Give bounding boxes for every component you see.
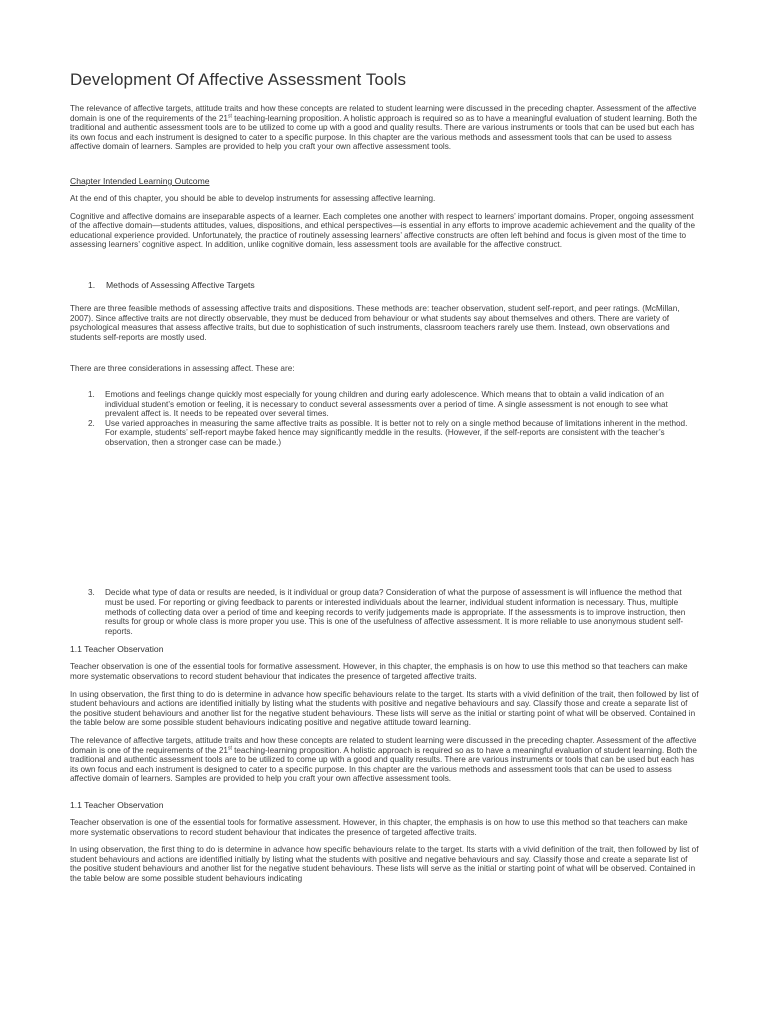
repeated-intro-paragraph: The relevance of affective targets, attitude traits and how these concepts are related to student learning were discussed in the preceding chapter. Assessment of the affective domain is one of the requirements of the 21st teaching-learning proposition. A holistic approach is required so as to have a meaningful evaluation of student learning. Both the traditional and authentic assessment tools are to be utilized to come up with a good and quality results. There are various instruments or tools that can be used but each has its own focus and each instrument is designed to cater to a specific purpose. In this chapter are the various methods and assessment tools that can be used to assess affective domain of learners. Samples are provided to help you craft your own affective assessment tools. [70,736,697,784]
page-title: Development Of Affective Assessment Tools [70,70,407,89]
considerations-list-continued [70,588,700,636]
methods-paragraph: There are three feasible methods of assessing affective traits and dispositions. These methods are: teacher observation, student self-report, and peer ratings. (McMillan, 2007). Since affective traits are not directly observable, they must be deduced from behaviour or what students say about themselves and others. There are variety of psychological measures that assess affective traits, but due to sophistication of such instruments, classroom teachers rarely use them. Instead, own observations and students self-reports are mostly used. [70,303,680,342]
document-content [70,70,700,884]
teacher-observation-paragraph: Teacher observation is one of the essential tools for formative assessment. However, in this chapter, the emphasis is on how to use this method so that teachers can make more systematic observations to record student behaviour that indicates the presence of targeted affective traits. [70,662,688,682]
using-observation-paragraph: In using observation, the first thing to do is determine in advance how specific behaviours relate to the target. Its starts with a vivid definition of the trait, then followed by list of student behaviours and actions are identified initially by listing what the students with positive and negative behaviours and say. Classify those and create a separate list of the positive student behaviours and another list for the negative student behaviours. These lists will serve as the initial or starting point of what will be observed. Contained in the table below are some possible student behaviours indicating positive and negative attitude toward learning. [70,689,699,728]
considerations-list [70,390,700,448]
list-item: 1. Emotions and feelings change quickly most especially for young children and during early adolescence. Which means that to obtain a valid indication of an individual student’s emotion or feeling, it is necessary to conduct several assessments over a period of time. A single assessment is not enough to see what prevalent affect is. It needs to be repeated over several times. [88,389,668,419]
considerations-intro: There are three considerations in assessing affect. These are: [70,364,295,374]
cognitive-paragraph: Cognitive and affective domains are inseparable aspects of a learner. Each completes one another with respect to learners’ important domains. Proper, ongoing assessment of the affective domain—students attitudes, values, dispositions, and ethical perspectives—is essential in any efforts to improve academic achievement and the quality of the educational experience provided. Unfortunately, the practice of routinely assessing learners’ affective constructs are often left behind and focus is given most of the time to assessing learners’ cognitive aspect. In addition, unlike cognitive domain, less assessment tools are available for the affective construct. [70,211,696,250]
outcome-heading: Chapter Intended Learning Outcome [70,175,210,186]
repeated-teacher-observation-paragraph: Teacher observation is one of the essential tools for formative assessment. However, in this chapter, the emphasis is on how to use this method so that teachers can make more systematic observations to record student behaviour that indicates the presence of targeted affective traits. [70,817,688,837]
teacher-observation-heading: 1.1 Teacher Observation [70,644,164,655]
intro-paragraph: The relevance of affective targets, attitude traits and how these concepts are related to student learning were discussed in the preceding chapter. Assessment of the affective domain is one of the requirements of the 21st teaching-learning proposition. A holistic approach is required so as to have a meaningful evaluation of student learning. Both the traditional and authentic assessment tools are to be utilized to come up with a good and quality results. There are various instruments or tools that can be used but each has its own focus and each instrument is designed to cater to a specific purpose. In this chapter are the various methods and assessment tools that can be used to assess affective domain of learners. Samples are provided to help you craft your own affective assessment tools. [70,104,697,152]
repeated-teacher-observation-heading: 1.1 Teacher Observation [70,799,164,810]
list-item: 3. Decide what type of data or results are needed, is it individual or group data? Consideration of what the purpose of assessment is will influence the method that must be used. For reporting or giving feedback to parents or interested individuals about the learner, individual student information is necessary. Thus, multiple methods of collecting data over a period of time and keeping records to verify judgements made is appropriate. If the assessments is to improve instruction, then results for group or whole class is more proper you use. This is one of the usefulness of affective assessment. It is more reliable to use anonymous student self-reports. [88,588,686,636]
repeated-using-observation-paragraph: In using observation, the first thing to do is determine in advance how specific behaviours relate to the target. Its starts with a vivid definition of the trait, then followed by list of student behaviours and actions are identified initially by listing what the students with positive and negative behaviours and say. Classify those and create a separate list of the positive student behaviours and another list for the negative student behaviours. These lists will serve as the initial or starting point of what will be observed. Contained in the table below are some possible student behaviours indicating [70,845,699,883]
list-item: 2. Use varied approaches in measuring the same affective traits as possible. It is better not to rely on a single method because of limitations inherent in the method. For example, students’ self-report maybe faked hence may significantly meddle in the results. (However, if the self-reports are consistent with the teacher’s observation, then a stronger case can be made.) [88,418,688,447]
methods-heading: 1. Methods of Assessing Affective Targets [88,279,255,290]
outcome-paragraph: At the end of this chapter, you should be able to develop instruments for assessing affective learning. [70,193,436,203]
